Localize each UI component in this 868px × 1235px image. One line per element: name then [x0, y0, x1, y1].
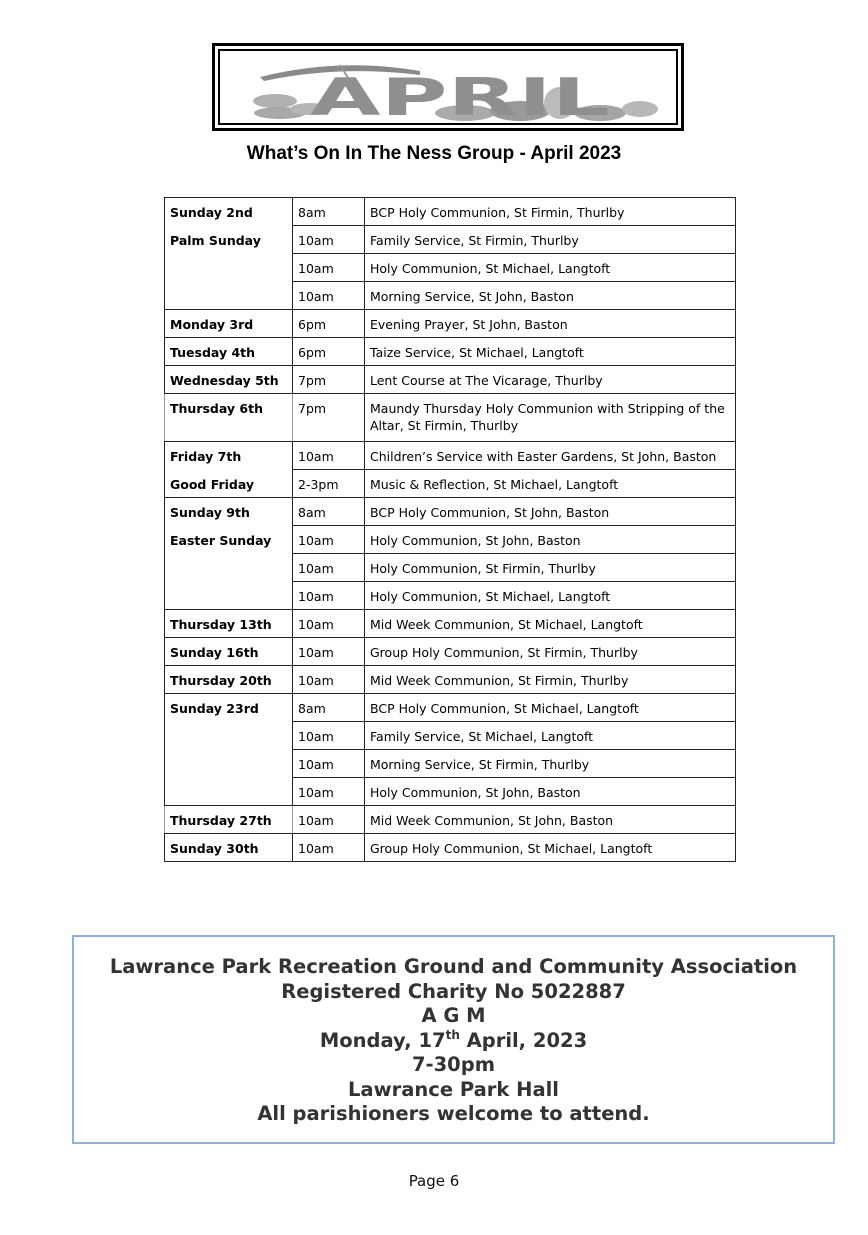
table-row — [165, 750, 736, 778]
time-cell: 2-3pm — [293, 470, 365, 498]
day-label: Wednesday 5th — [170, 373, 279, 388]
event-cell: Group Holy Communion, St Firmin, Thurlby — [365, 638, 736, 666]
table-row — [165, 442, 736, 470]
event-cell: Morning Service, St Firmin, Thurlby — [365, 750, 736, 778]
notice-venue: Lawrance Park Hall — [348, 1077, 559, 1101]
day-cell — [165, 498, 293, 526]
time-cell: 6pm — [293, 338, 365, 366]
notice-charity: Registered Charity No 5022887 — [281, 979, 626, 1003]
time-cell: 10am — [293, 806, 365, 834]
time-cell: 10am — [293, 722, 365, 750]
table-row — [165, 470, 736, 498]
event-cell: Holy Communion, St John, Baston — [365, 778, 736, 806]
day-subtitle: Palm Sunday — [170, 232, 261, 248]
day-cell — [165, 638, 293, 666]
day-label: Tuesday 4th — [170, 345, 256, 360]
event-cell: BCP Holy Communion, St Michael, Langtoft — [365, 694, 736, 722]
notice-date-suffix: th — [445, 1027, 460, 1042]
event-cell: Music & Reflection, St Michael, Langtoft — [365, 470, 736, 498]
event-cell: Morning Service, St John, Baston — [365, 282, 736, 310]
day-label: Thursday 13th — [170, 617, 272, 632]
day-cell — [165, 394, 293, 442]
day-label: Monday 3rd — [170, 317, 254, 332]
notice-date-day: Monday, 17 — [319, 1028, 446, 1052]
banner-title: APRIL — [310, 68, 610, 123]
day-label: Sunday 9th — [170, 505, 250, 520]
day-cell — [165, 750, 293, 778]
april-banner — [212, 43, 684, 131]
day-label: Friday 7th — [170, 449, 242, 464]
event-cell: Holy Communion, St Firmin, Thurlby — [365, 554, 736, 582]
event-cell: Mid Week Communion, St Firmin, Thurlby — [365, 666, 736, 694]
day-label: Sunday 30th — [170, 841, 259, 856]
day-cell — [165, 666, 293, 694]
day-cell — [165, 254, 293, 282]
table-row — [165, 638, 736, 666]
day-label: Thursday 6th — [170, 401, 263, 416]
table-row — [165, 310, 736, 338]
day-cell — [165, 806, 293, 834]
table-row — [165, 834, 736, 862]
time-cell: 10am — [293, 526, 365, 554]
table-row — [165, 282, 736, 310]
table-row — [165, 722, 736, 750]
event-cell: Family Service, St Michael, Langtoft — [365, 722, 736, 750]
table-row — [165, 666, 736, 694]
notice-agm: A G M — [421, 1004, 486, 1027]
table-row — [165, 338, 736, 366]
table-row — [165, 778, 736, 806]
day-cell — [165, 834, 293, 862]
time-cell: 10am — [293, 666, 365, 694]
day-label: Sunday 23rd — [170, 701, 259, 716]
april-clipart — [220, 51, 676, 123]
day-cell — [165, 226, 293, 254]
page-number: Page 6 — [408, 1172, 460, 1190]
notice-time: 7-30pm — [411, 1053, 496, 1076]
event-cell: Mid Week Communion, St John, Baston — [365, 806, 736, 834]
event-cell: Holy Communion, St John, Baston — [365, 526, 736, 554]
event-cell: Family Service, St Firmin, Thurlby — [365, 226, 736, 254]
day-cell — [165, 198, 293, 226]
event-cell: BCP Holy Communion, St Firmin, Thurlby — [365, 198, 736, 226]
event-cell: Holy Communion, St Michael, Langtoft — [365, 254, 736, 282]
day-label: Thursday 27th — [170, 813, 272, 828]
day-cell — [165, 610, 293, 638]
day-subtitle: Good Friday — [170, 476, 255, 492]
day-cell — [165, 582, 293, 610]
event-cell: Group Holy Communion, St Michael, Langtoft — [365, 834, 736, 862]
time-cell: 10am — [293, 442, 365, 470]
table-row — [165, 198, 736, 226]
notice-date — [74, 1029, 833, 1054]
table-row — [165, 526, 736, 554]
day-cell — [165, 526, 293, 554]
time-cell: 7pm — [293, 394, 365, 442]
time-cell: 10am — [293, 582, 365, 610]
day-subtitle: Easter Sunday — [170, 532, 272, 548]
day-cell — [165, 310, 293, 338]
table-row — [165, 582, 736, 610]
time-cell: 10am — [293, 750, 365, 778]
table-row — [165, 226, 736, 254]
time-cell: 10am — [293, 778, 365, 806]
day-label: Thursday 20th — [170, 673, 272, 688]
event-cell: Lent Course at The Vicarage, Thurlby — [365, 366, 736, 394]
table-row — [165, 806, 736, 834]
notice-invite: All parishioners welcome to attend. — [257, 1102, 650, 1125]
table-row — [165, 254, 736, 282]
notice-org: Lawrance Park Recreation Ground and Community Association — [109, 955, 798, 978]
page-title: What’s On In The Ness Group - April 2023 — [246, 143, 622, 164]
time-cell: 10am — [293, 610, 365, 638]
time-cell: 10am — [293, 638, 365, 666]
table-row — [165, 610, 736, 638]
event-cell: Evening Prayer, St John, Baston — [365, 310, 736, 338]
day-cell — [165, 554, 293, 582]
time-cell: 7pm — [293, 366, 365, 394]
event-cell: Maundy Thursday Holy Communion with Stripping of the Altar, St Firmin, Thurlby — [365, 394, 736, 442]
time-cell: 10am — [293, 834, 365, 862]
time-cell: 10am — [293, 554, 365, 582]
schedule-table — [164, 197, 736, 862]
day-cell — [165, 722, 293, 750]
event-cell: Taize Service, St Michael, Langtoft — [365, 338, 736, 366]
day-label: Sunday 2nd — [170, 205, 253, 220]
table-row — [165, 394, 736, 442]
time-cell: 10am — [293, 282, 365, 310]
event-cell: BCP Holy Communion, St John, Baston — [365, 498, 736, 526]
time-cell: 8am — [293, 694, 365, 722]
day-cell — [165, 442, 293, 470]
table-row — [165, 554, 736, 582]
table-row — [165, 498, 736, 526]
day-cell — [165, 694, 293, 722]
day-cell — [165, 338, 293, 366]
table-row — [165, 694, 736, 722]
event-cell: Holy Communion, St Michael, Langtoft — [365, 582, 736, 610]
table-row — [165, 366, 736, 394]
time-cell: 10am — [293, 226, 365, 254]
time-cell: 10am — [293, 254, 365, 282]
day-cell — [165, 282, 293, 310]
day-cell — [165, 470, 293, 498]
day-cell — [165, 778, 293, 806]
april-banner-image — [218, 49, 678, 125]
time-cell: 6pm — [293, 310, 365, 338]
day-cell — [165, 366, 293, 394]
time-cell: 8am — [293, 198, 365, 226]
time-cell: 8am — [293, 498, 365, 526]
day-label: Sunday 16th — [170, 645, 259, 660]
notice-date-rest: April, 2023 — [459, 1028, 588, 1052]
event-cell: Mid Week Communion, St Michael, Langtoft — [365, 610, 736, 638]
event-cell: Children’s Service with Easter Gardens, St John, Baston — [365, 442, 736, 470]
agm-notice — [72, 935, 835, 1144]
